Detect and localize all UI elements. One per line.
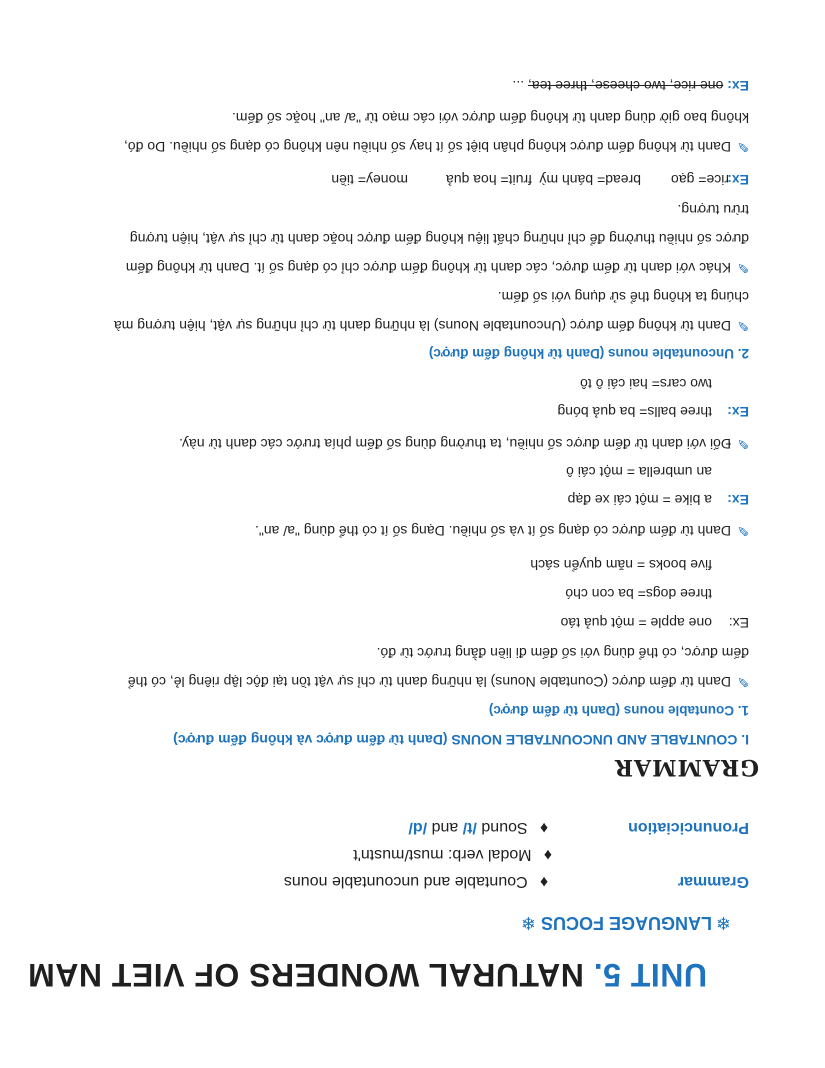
unit-number: UNIT 5.: [593, 957, 707, 993]
pen-bullet-icon: ✎: [737, 436, 749, 452]
example-item: five books = năm quyển sách: [530, 557, 712, 573]
language-focus-title: [522, 912, 731, 933]
paragraph-uncountable-no-plural: ✎Danh từ không đếm được không phân biệt số ít hay số nhiều nên không có dạng số nhiều. Do đó, không bao giờ dùng danh từ không đếm được với các mạo từ "a/ an" hoặc số đếm.: [73, 103, 749, 161]
pen-bullet-icon: ✎: [737, 318, 749, 334]
pen-bullet-icon: ✎: [737, 139, 749, 155]
grammar-item: Modal verb: must/mustn't: [353, 846, 532, 863]
pen-bullet-icon: ✎: [737, 260, 749, 276]
example-item: one apple = một quả táo: [560, 615, 712, 631]
language-focus-label: LANGUAGE FOCUS: [540, 913, 712, 933]
example-item: an umbrella = một cái ô: [566, 464, 712, 480]
grammar-row-2: [353, 845, 552, 863]
example-label: Ex:: [727, 404, 749, 420]
paragraph-uncountable-singular: ✎Khác với danh từ đếm được, các danh từ không đếm được chỉ có dạng số ít. Danh từ không đếm được số nhiều thường để chỉ những chất liệu không đếm được hoặc danh từ chỉ sự vật, hiện tượng trừu tượng.: [73, 195, 749, 282]
example-label: Ex:: [727, 492, 749, 508]
unit-name: NATURAL WONDERS OF VIET NAM: [27, 957, 584, 993]
snowflake-icon: ❄: [520, 913, 536, 933]
example-item: three balls= ba quả bóng: [557, 404, 712, 420]
pen-bullet-icon: ✎: [737, 523, 749, 539]
example-wrong-usage: Ex: one rice, two cheese, three tea, ...: [512, 78, 749, 94]
pen-bullet-icon: ✎: [737, 674, 749, 690]
example-item: rice= gạo: [671, 172, 729, 188]
snowflake-icon: ❄: [715, 913, 731, 933]
example-item: bread= bánh mỳ: [539, 172, 641, 188]
sound-prefix: Sound: [481, 819, 528, 836]
example-label: Ex:: [727, 172, 749, 188]
example-item: fruit= hoa quả: [445, 172, 532, 188]
diamond-bullet-icon: ♦: [539, 873, 549, 890]
sound-t: /t/: [462, 819, 477, 836]
diamond-bullet-icon: ♦: [539, 819, 549, 836]
example-item: a bike = một cái xe đạp: [567, 492, 712, 508]
paragraph-countable-def: ✎Danh từ đếm được (Countable Nouns) là những danh từ chỉ sự vật tồn tại độc lập riêng lẻ, có thể đếm được, có thể dùng với số đếm đi liền đằng trước từ đó.: [73, 638, 749, 696]
example-label: Ex:: [727, 78, 749, 94]
sub-uncountable: 2. Uncountable nouns (Danh từ không đếm được): [428, 346, 749, 361]
example-label: Ex:: [728, 615, 749, 631]
example-item: money= tiền: [331, 172, 408, 188]
grammar-label: Grammar: [677, 873, 749, 890]
grammar-heading: GRAMMAR: [613, 754, 759, 780]
sub-countable: 1. Countable nouns (Danh từ đếm được): [488, 703, 749, 718]
grammar-item: Countable and uncountable nouns: [283, 873, 528, 890]
pronunciation-row: [408, 818, 749, 836]
paragraph-plural-count: ✎Đối với danh từ đếm được số nhiều, ta thường dùng số đếm phía trước các danh từ này.: [73, 429, 749, 458]
paragraph-uncountable-def: ✎Danh từ không đếm được (Uncountable Nouns) là những danh từ chỉ những sự vật, hiện tượng mà chúng ta không thể sử dụng với số đếm.: [73, 282, 749, 340]
struck-example: one rice, two cheese, three tea,: [527, 78, 724, 94]
paragraph-singular-plural: ✎Danh từ đếm được có dạng số ít và số nhiều. Dạng số ít có thể dùng "a/ an".: [73, 516, 749, 545]
example-item: three dogs= ba con chó: [565, 586, 712, 602]
sound-d: /d/: [408, 819, 428, 836]
unit-title: [28, 956, 707, 993]
pronunciation-label: Pronunciciation: [628, 819, 749, 836]
diamond-bullet-icon: ♦: [543, 846, 552, 863]
grammar-row: [284, 872, 749, 890]
sound-and: and: [431, 819, 459, 836]
section-countable-uncountable: I. COUNTABLE AND UNCOUNTABLE NOUNS (Danh từ đếm được và không đếm được): [173, 732, 749, 748]
example-item: two cars= hai cái ô tô: [580, 376, 712, 392]
